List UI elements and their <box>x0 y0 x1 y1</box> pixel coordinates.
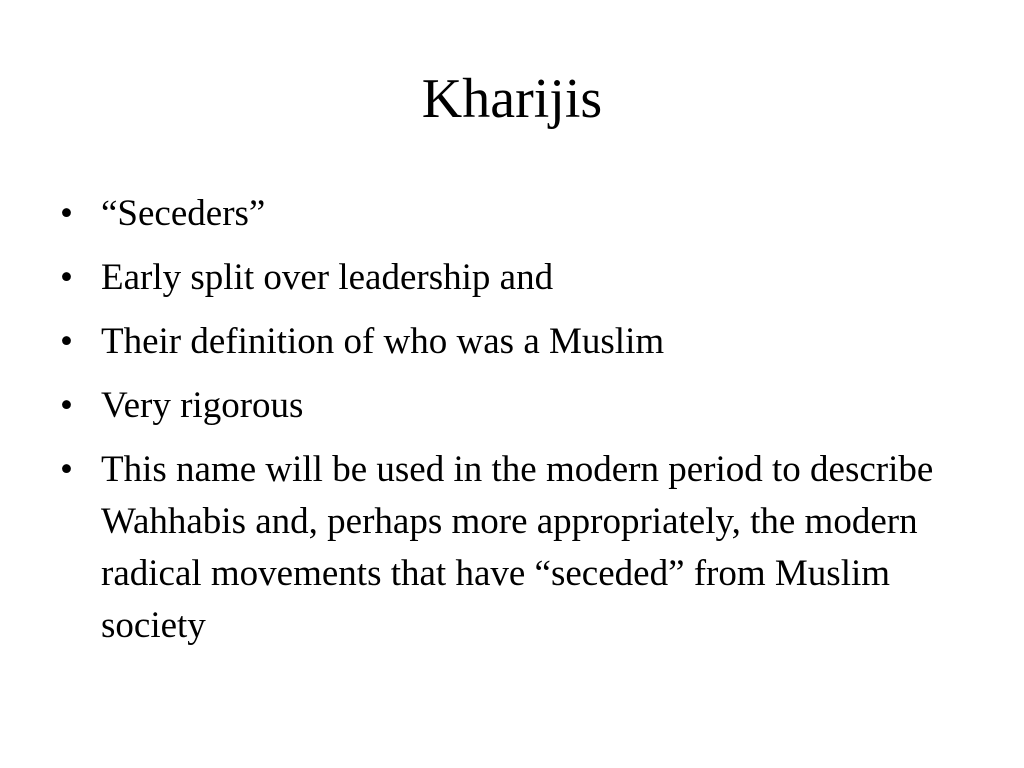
slide-title: Kharijis <box>421 68 603 130</box>
bullet-item <box>60 316 980 368</box>
bullet-item <box>60 380 980 432</box>
bullet-text: This name will be used in the modern period to describe Wahhabis and, perhaps more appropriately, the modern radical movements that have “seceded” from Muslim society <box>101 449 934 646</box>
bullet-item <box>60 188 980 240</box>
bullet-marker: • <box>60 193 73 234</box>
bullet-item <box>60 444 980 652</box>
bullet-marker: • <box>60 257 73 298</box>
bullet-marker: • <box>60 449 73 490</box>
bullet-text: Their definition of who was a Muslim <box>101 321 665 362</box>
bullet-text: Very rigorous <box>101 385 304 426</box>
bullet-text: Early split over leadership and <box>101 257 554 298</box>
bullet-marker: • <box>60 385 73 426</box>
bullet-marker: • <box>60 321 73 362</box>
bullet-list <box>60 188 980 664</box>
bullet-item <box>60 252 980 304</box>
bullet-text: “Seceders” <box>101 193 266 234</box>
